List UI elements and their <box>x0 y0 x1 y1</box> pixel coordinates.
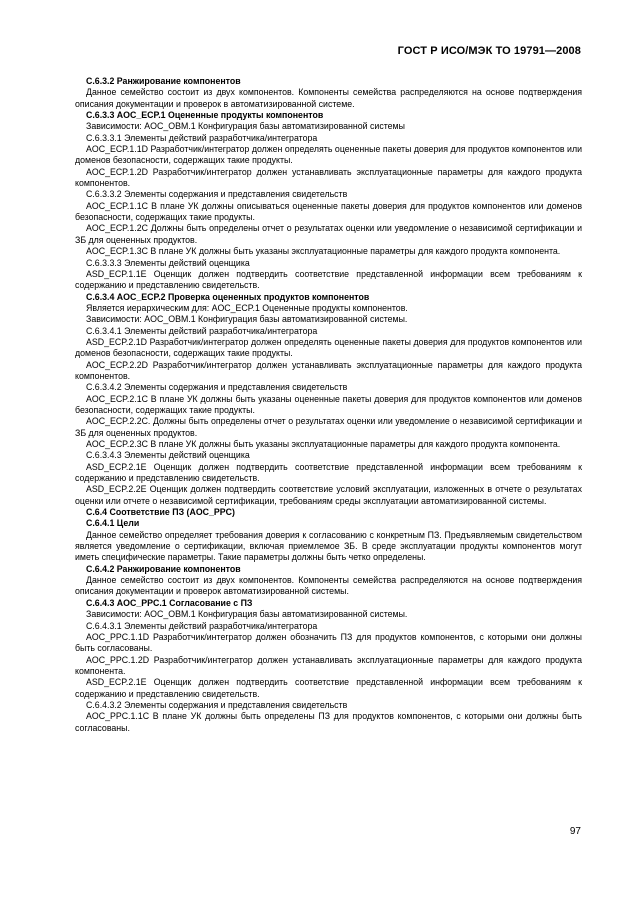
paragraph: AOC_ECP.1.2C Должны быть определены отчет о результатах оценки или уведомление о независимой сертификации и ЗБ для оцененных продуктов. <box>75 223 582 245</box>
paragraph: AOC_PPC.1.1D Разработчик/интегратор должен обозначить ПЗ для продуктов компонентов, с которыми они должны быть согласованы. <box>75 631 582 654</box>
page-number: 97 <box>569 826 581 837</box>
paragraph: Зависимости: AOC_OBM.1 Конфигурация базы автоматизированной системы. <box>86 609 408 620</box>
paragraph: С.6.3.3.2 Элементы содержания и представления свидетельств <box>86 189 348 200</box>
paragraph: С.6.4.3.2 Элементы содержания и представления свидетельств <box>86 699 348 710</box>
paragraph: Данное семейство состоит из двух компонентов. Компоненты семейства распределяются на основе подтверждения описания документации и проверок автоматизированной системы. <box>75 575 582 597</box>
paragraph: С.6.3.3.1 Элементы действий разработчика/интегратора <box>86 132 318 143</box>
paragraph: AOC_ECP.1.2D Разработчик/интегратор должен устанавливать эксплуатационные параметры для каждого продукта компонентов. <box>75 166 582 189</box>
paragraph: Данное семейство состоит из двух компонентов. Компоненты семейства распределяются на основе подтверждения описания документации и проверок в автоматизированной системе. <box>75 87 582 109</box>
document-body <box>75 76 582 734</box>
section-heading: С.6.4.3 AOC_PPC.1 Согласование с ПЗ <box>86 597 253 608</box>
paragraph: AOC_PPC.1.1C В плане УК должны быть определены ПЗ для продуктов компонентов, с которыми они должны быть согласованы. <box>75 711 582 733</box>
paragraph: С.6.3.4.2 Элементы содержания и представления свидетельств <box>86 382 348 393</box>
paragraph: ASD_ECP.2.1E Оценщик должен подтвердить соответствие представленной информации всем требованиям к содержанию и представлению свидетельств. <box>75 461 582 484</box>
paragraph: С.6.4.3.1 Элементы действий разработчика/интегратора <box>86 620 318 631</box>
paragraph: ASD_ECP.2.1E Оценщик должен подтвердить соответствие представленной информации всем требованиям к содержанию и представлению свидетельств. <box>75 677 582 699</box>
paragraph: Зависимости: AOC_OBM.1 Конфигурация базы автоматизированной системы <box>86 121 405 132</box>
paragraph: AOC_PPC.1.2D Разработчик/интегратор должен устанавливать эксплуатационные параметры для каждого продукта компонента. <box>75 654 582 676</box>
section-heading: С.6.4.1 Цели <box>86 518 140 529</box>
paragraph: ASD_ECP.2.2E Оценщик должен подтвердить соответствие условий эксплуатации, изложенных в отчете о результатах оценки или отчете о независимой сертификации, требованиям среды эксплуатации автоматизированной системы. <box>75 484 582 506</box>
paragraph: ASD_ECP.2.1D Разработчик/интегратор должен определять оцененные пакеты доверия для продуктов компонентов или доменов безопасности, содержащих такие продукты. <box>75 336 582 359</box>
paragraph: Зависимости: AOC_OBM.1 Конфигурация базы автоматизированной системы. <box>86 314 408 325</box>
paragraph: AOC_ECP.2.3C В плане УК должны быть указаны эксплуатационные параметры для каждого продукта компонента. <box>86 439 561 449</box>
paragraph: С.6.3.3.3 Элементы действий оценщика <box>86 257 250 268</box>
paragraph: AOC_ECP.2.1C В плане УК должны быть указаны оцененные пакеты доверия для продуктов компонентов или доменов безопасности, содержащих такие продукты. <box>75 393 582 415</box>
standard-header: ГОСТ Р ИСО/МЭК ТО 19791—2008 <box>397 45 581 57</box>
paragraph: AOC_ECP.1.1C В плане УК должны описываться оцененные пакеты доверия для продуктов компонентов или доменов безопасности, содержащих такие продукты. <box>75 200 582 223</box>
section-heading: С.6.3.3 AOC_ECP.1 Оцененные продукты компонентов <box>86 110 324 121</box>
section-heading: С.6.4 Соответствие ПЗ (AOC_PPC) <box>86 507 235 518</box>
section-heading: С.6.3.4 AOC_ECP.2 Проверка оцененных продуктов компонентов <box>86 291 370 302</box>
section-heading: С.6.3.2 Ранжирование компонентов <box>86 76 241 86</box>
paragraph: ASD_ECP.1.1E Оценщик должен подтвердить соответствие представленной информации всем требованиям к содержанию и представлению свидетельств. <box>75 268 582 291</box>
paragraph: AOC_ECP.1.3C В плане УК должны быть указаны эксплуатационные параметры для каждого продукта компонента. <box>86 246 561 257</box>
paragraph: AOC_ECP.2.2D Разработчик/интегратор должен устанавливать эксплуатационные параметры для каждого продукта компонентов. <box>75 359 582 381</box>
paragraph: Является иерархическим для: AOC_ECP.1 Оцененные продукты компонентов. <box>86 302 408 313</box>
paragraph: С.6.3.4.3 Элементы действий оценщика <box>86 450 250 461</box>
paragraph: С.6.3.4.1 Элементы действий разработчика/интегратора <box>86 325 318 336</box>
section-heading: С.6.4.2 Ранжирование компонентов <box>86 563 241 574</box>
paragraph: AOC_ECP.1.1D Разработчик/интегратор должен определять оцененные пакеты доверия для продуктов компонентов или доменов безопасности, содержащих такие продукты. <box>75 144 582 166</box>
paragraph: Данное семейство определяет требования доверия к согласованию с конкретным ПЗ. Предъявляемым свидетельством является уведомление о сертификации, включая приемлемое ЗБ. В среде эксплуатации продукты компонентов могут иметь специфические параметры. Такие параметры должны быть четко определены. <box>75 529 582 563</box>
paragraph: AOC_ECP.2.2C. Должны быть определены отчет о результатах оценки или уведомление о независимой сертификации и ЗБ для оцененных продуктов. <box>75 416 582 438</box>
